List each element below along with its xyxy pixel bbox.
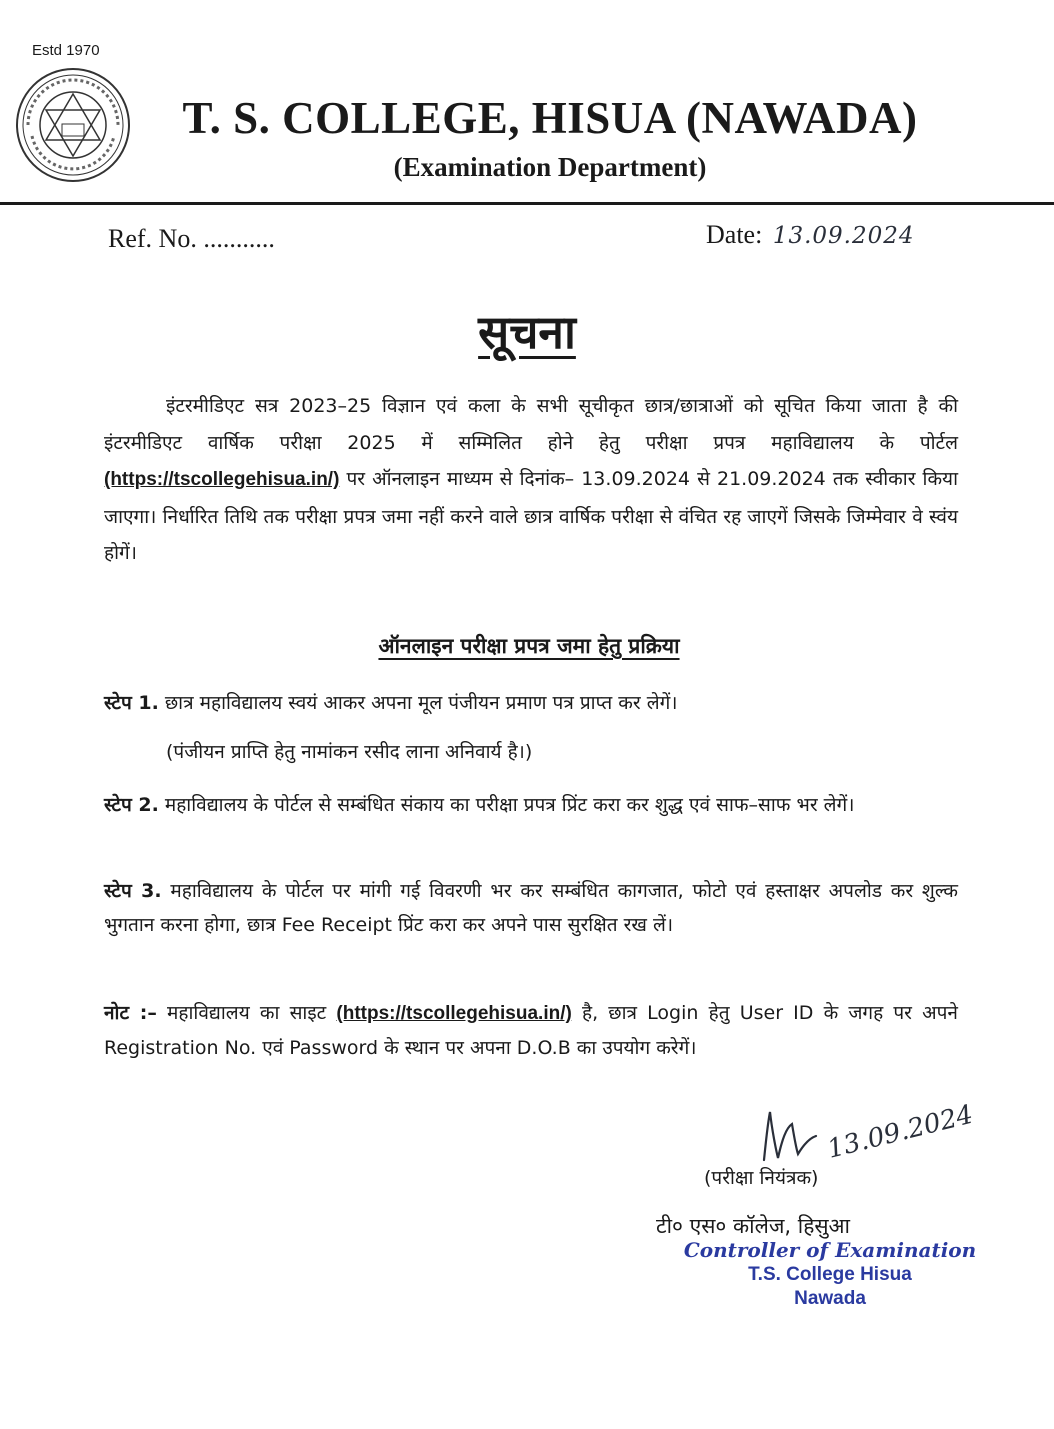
step-2-label: स्टेप 2.: [104, 794, 159, 816]
handwritten-date: 13.09.2024: [772, 223, 915, 249]
paragraph-text-2: पर ऑनलाइन माध्यम से दिनांक– 13.09.2024 से 21.09.2024 तक स्वीकार किया जाएगा। निर्धारित तिथि तक परीक्षा प्रपत्र जमा नहीं करने वाले छात्र वार्षिक परीक्षा से वंचित रह जाएगें जिसके जिम्मेवार वे स्वंय होगें।: [104, 468, 958, 564]
official-stamp: [680, 1238, 980, 1310]
procedure-heading: ऑनलाइन परीक्षा प्रपत्र जमा हेतु प्रक्रिया: [378, 634, 680, 658]
note-section: [104, 996, 958, 1065]
portal-link[interactable]: (https://tscollegehisua.in/): [104, 469, 340, 490]
note-label: नोट :–: [104, 1002, 157, 1024]
established-year: Estd 1970: [32, 42, 100, 59]
stamp-line-2: T.S. College Hisua: [748, 1264, 912, 1285]
note-text-2: है, छात्र Login हेतु User ID के जगह पर अपने Registration No. एवं Password के स्थान पर अपना D.O.B का उपयोग करेगें।: [104, 1002, 958, 1059]
stamp-line-3: Nawada: [794, 1288, 866, 1309]
reference-number: Ref. No. ...........: [108, 224, 275, 253]
step-3-label: स्टेप 3.: [104, 880, 162, 902]
step-1-label: स्टेप 1.: [104, 692, 159, 714]
step-1: [104, 686, 958, 720]
note-text-1: महाविद्यालय का साइट: [156, 1002, 337, 1024]
notice-heading: सूचना: [478, 305, 576, 359]
handwritten-signature: [752, 1100, 982, 1170]
step-3: [104, 874, 958, 942]
step-2: [104, 788, 958, 822]
college-name: T. S. COLLEGE, HISUA (NAWADA): [182, 93, 918, 143]
step-1-note: (पंजीयन प्राप्ति हेतु नामांकन रसीद लाना अनिवार्य है।): [166, 741, 533, 763]
stamp-line-1: Controller of Examination: [683, 1238, 977, 1262]
signatory-designation: (परीक्षा नियंत्रक): [704, 1167, 819, 1189]
paragraph-text-1: इंटरमीडिएट सत्र 2023–25 विज्ञान एवं कला के सभी सूचीकृत छात्र/छात्राओं को सूचित किया जाता है की इंटरमीडिएट वार्षिक परीक्षा 2025 में सम्मिलित होने हेतु परीक्षा प्रपत्र महाविद्यालय के पोर्टल: [104, 395, 958, 454]
step-3-text: महाविद्यालय के पोर्टल पर मांगी गई विवरणी भर कर सम्बंधित कागजात, फोटो एवं हस्ताक्षर अपलोड कर शुल्क भुगतान करना होगा, छात्र Fee Receipt प्रिंट करा कर अपने पास सुरक्षित रख लें।: [104, 880, 958, 936]
signature-date: 13.09.2024: [824, 1100, 977, 1165]
department-name: (Examination Department): [393, 152, 707, 182]
signatory-institution: टी० एस० कॉलेज, हिसुआ: [656, 1214, 851, 1238]
notice-paragraph: [104, 388, 958, 572]
date-label: Date:: [706, 220, 769, 249]
step-1-text: छात्र महाविद्यालय स्वयं आकर अपना मूल पंजीयन प्रमाण पत्र प्राप्त कर लेगें।: [158, 692, 678, 714]
site-link[interactable]: (https://tscollegehisua.in/): [336, 1003, 572, 1024]
date-line: [706, 220, 915, 250]
header-divider: [0, 202, 1054, 205]
step-2-text: महाविद्यालय के पोर्टल से सम्बंधित संकाय का परीक्षा प्रपत्र प्रिंट करा कर शुद्ध एवं साफ–साफ भर लेगें।: [158, 794, 855, 816]
